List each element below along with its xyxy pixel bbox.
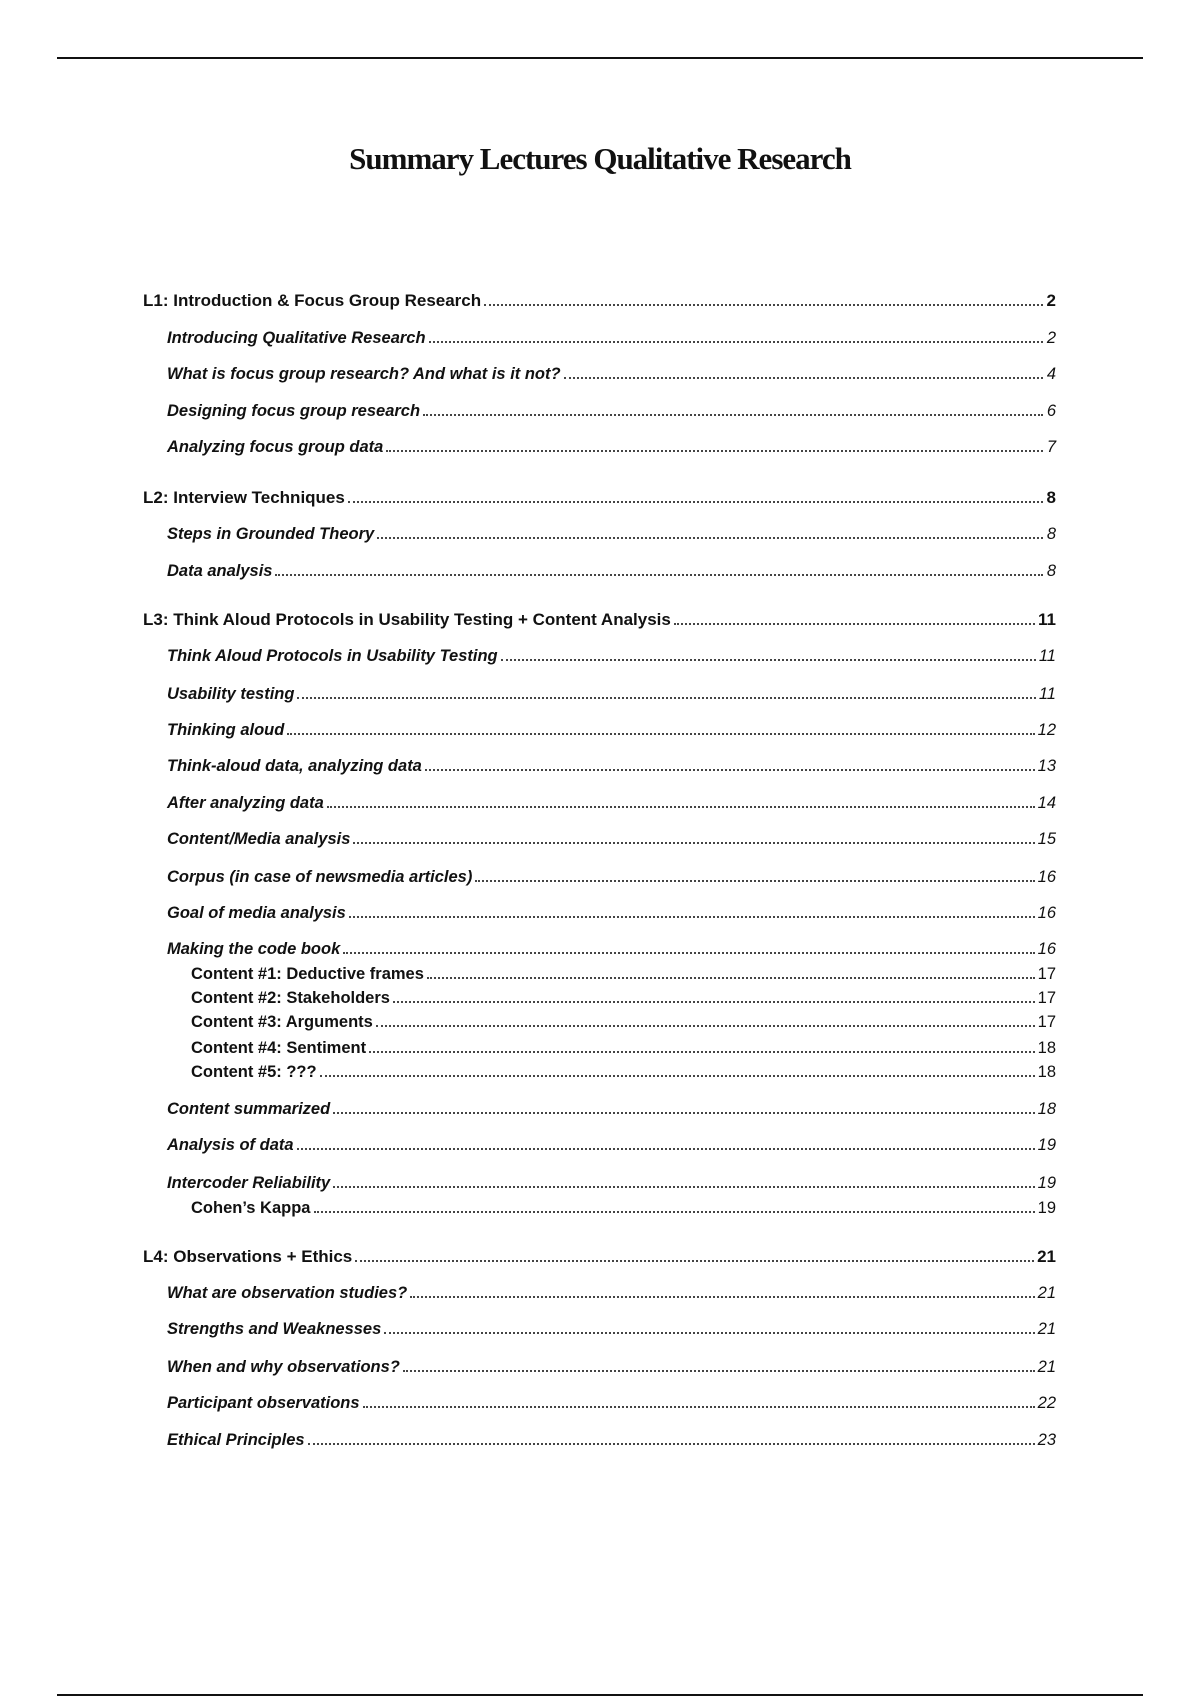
toc-entry-page: 17	[1037, 1013, 1056, 1031]
toc-entry-label: Content #4: Sentiment	[191, 1039, 367, 1057]
toc-entry-label: Data analysis	[167, 562, 273, 580]
toc-leader-dots	[386, 450, 1043, 452]
toc-leader-dots	[353, 842, 1034, 844]
toc-section-participant-observations[interactable]	[0, 1389, 1200, 1413]
toc-entry-label: Think-aloud data, analyzing data	[167, 757, 422, 775]
toc-leader-dots	[333, 1186, 1034, 1188]
toc-leader-dots	[327, 806, 1035, 808]
toc-entry-label: Content/Media analysis	[167, 830, 351, 848]
toc-subsection-cohens-kappa[interactable]	[0, 1194, 1200, 1218]
toc-leader-dots	[393, 1001, 1035, 1003]
toc-section-strengths-and-weaknesses[interactable]	[0, 1315, 1200, 1339]
toc-section-corpus[interactable]	[0, 863, 1200, 887]
toc-entry-label: Ethical Principles	[167, 1431, 305, 1449]
toc-entry-page: 2	[1046, 291, 1056, 310]
footer-rule	[57, 1694, 1143, 1696]
toc-entry-label: Usability testing	[167, 685, 295, 703]
toc-entry-page: 21	[1037, 1247, 1056, 1266]
toc-entry-label: L2: Interview Techniques	[143, 488, 345, 507]
toc-entry-label: Content summarized	[167, 1100, 331, 1118]
toc-section-what-are-observation-studies[interactable]	[0, 1279, 1200, 1303]
toc-leader-dots	[403, 1370, 1035, 1372]
toc-leader-dots	[320, 1075, 1035, 1077]
toc-entry-label: L3: Think Aloud Protocols in Usability Testing + Content Analysis	[143, 610, 671, 629]
toc-section-think-aloud-protocols[interactable]	[0, 642, 1200, 666]
toc-leader-dots	[287, 733, 1034, 735]
toc-entry-label: Introducing Qualitative Research	[167, 329, 426, 347]
toc-entry-page: 16	[1037, 904, 1056, 922]
toc-entry-label: Cohen’s Kappa	[191, 1199, 311, 1217]
toc-entry-page: 21	[1037, 1358, 1056, 1376]
toc-entry-page: 14	[1037, 794, 1056, 812]
toc-entry-label: What are observation studies?	[167, 1284, 408, 1302]
toc-leader-dots	[333, 1112, 1034, 1114]
toc-entry-label: L1: Introduction & Focus Group Research	[143, 291, 482, 310]
toc-entry-page: 21	[1037, 1284, 1056, 1302]
toc-entry-page: 8	[1046, 488, 1056, 507]
toc-section-designing-focus-group-research[interactable]	[0, 397, 1200, 421]
toc-section-thinking-aloud[interactable]	[0, 716, 1200, 740]
toc-leader-dots	[475, 880, 1034, 882]
toc-entry-label: Strengths and Weaknesses	[167, 1320, 382, 1338]
toc-section-analyzing-focus-group-data[interactable]	[0, 433, 1200, 457]
toc-entry-label: Designing focus group research	[167, 402, 421, 420]
toc-entry-page: 18	[1037, 1063, 1056, 1081]
toc-leader-dots	[425, 769, 1035, 771]
toc-leader-dots	[564, 377, 1043, 379]
toc-subsection-content-5[interactable]	[0, 1058, 1200, 1082]
document-title: Summary Lectures Qualitative Research	[349, 141, 851, 176]
toc-entry-label: L4: Observations + Ethics	[143, 1247, 353, 1266]
toc-section-usability-testing[interactable]	[0, 680, 1200, 704]
toc-chapter-l1[interactable]	[0, 287, 1200, 311]
toc-leader-dots	[297, 1148, 1035, 1150]
toc-entry-page: 23	[1037, 1431, 1056, 1449]
toc-entry-page: 18	[1037, 1039, 1056, 1057]
toc-entry-label: Content #3: Arguments	[191, 1013, 373, 1031]
toc-entry-page: 6	[1046, 402, 1056, 420]
toc-entry-page: 21	[1037, 1320, 1056, 1338]
toc-section-introducing-qualitative-research[interactable]	[0, 324, 1200, 348]
toc-entry-page: 18	[1037, 1100, 1056, 1118]
toc-entry-label: Corpus (in case of newsmedia articles)	[167, 868, 473, 886]
toc-entry-page: 19	[1037, 1199, 1056, 1217]
toc-leader-dots	[308, 1443, 1035, 1445]
toc-section-data-analysis[interactable]	[0, 557, 1200, 581]
toc-entry-label: Think Aloud Protocols in Usability Testing	[167, 647, 498, 665]
toc-section-content-media-analysis[interactable]	[0, 825, 1200, 849]
toc-entry-page: 4	[1046, 365, 1056, 383]
toc-entry-page: 12	[1037, 721, 1056, 739]
toc-entry-label: Analyzing focus group data	[167, 438, 384, 456]
toc-leader-dots	[410, 1296, 1034, 1298]
toc-chapter-l3[interactable]	[0, 606, 1200, 630]
toc-entry-page: 16	[1037, 868, 1056, 886]
toc-entry-label: Thinking aloud	[167, 721, 285, 739]
toc-entry-label: Participant observations	[167, 1394, 360, 1412]
toc-entry-page: 15	[1037, 830, 1056, 848]
toc-section-analysis-of-data[interactable]	[0, 1131, 1200, 1155]
toc-leader-dots	[369, 1051, 1035, 1053]
toc-entry-label: Goal of media analysis	[167, 904, 346, 922]
toc-entry-page: 16	[1037, 940, 1056, 958]
toc-chapter-l4[interactable]	[0, 1243, 1200, 1267]
toc-leader-dots	[297, 697, 1035, 699]
toc-leader-dots	[348, 501, 1043, 503]
toc-entry-page: 19	[1037, 1136, 1056, 1154]
toc-section-intercoder-reliability[interactable]	[0, 1169, 1200, 1193]
toc-leader-dots	[343, 952, 1034, 954]
toc-entry-label: Intercoder Reliability	[167, 1174, 331, 1192]
toc-entry-label: When and why observations?	[167, 1358, 400, 1376]
toc-leader-dots	[384, 1332, 1034, 1334]
toc-subsection-content-1[interactable]	[0, 960, 1200, 984]
toc-section-content-summarized[interactable]	[0, 1095, 1200, 1119]
toc-entry-page: 11	[1038, 685, 1056, 703]
toc-section-what-is-focus-group-research[interactable]	[0, 360, 1200, 384]
toc-subsection-content-4[interactable]	[0, 1034, 1200, 1058]
toc-leader-dots	[355, 1260, 1034, 1262]
toc-entry-label: Content #5: ???	[191, 1063, 317, 1081]
toc-entry-page: 13	[1037, 757, 1056, 775]
toc-entry-label: Analysis of data	[167, 1136, 294, 1154]
toc-subsection-content-2[interactable]	[0, 984, 1200, 1008]
toc-entry-label: After analyzing data	[167, 794, 324, 812]
toc-leader-dots	[275, 574, 1043, 576]
toc-entry-page: 17	[1037, 965, 1056, 983]
toc-leader-dots	[423, 414, 1043, 416]
toc-entry-label: Content #2: Stakeholders	[191, 989, 390, 1007]
toc-leader-dots	[363, 1406, 1035, 1408]
toc-section-making-the-code-book[interactable]	[0, 935, 1200, 959]
toc-entry-page: 8	[1046, 562, 1056, 580]
toc-entry-page: 8	[1046, 525, 1056, 543]
toc-leader-dots	[376, 1025, 1035, 1027]
toc-entry-page: 2	[1046, 329, 1056, 347]
toc-leader-dots	[501, 659, 1036, 661]
toc-entry-page: 7	[1046, 438, 1056, 456]
toc-subsection-content-3[interactable]	[0, 1008, 1200, 1032]
toc-entry-label: Steps in Grounded Theory	[167, 525, 375, 543]
toc-entry-label: Content #1: Deductive frames	[191, 965, 424, 983]
toc-entry-label: Making the code book	[167, 940, 341, 958]
toc-entry-page: 22	[1037, 1394, 1056, 1412]
toc-leader-dots	[429, 341, 1043, 343]
toc-leader-dots	[349, 916, 1035, 918]
toc-entry-page: 19	[1037, 1174, 1056, 1192]
toc-leader-dots	[674, 623, 1035, 625]
toc-leader-dots	[484, 304, 1043, 306]
toc-section-after-analyzing-data[interactable]	[0, 789, 1200, 813]
toc-section-when-and-why-observations[interactable]	[0, 1353, 1200, 1377]
toc-entry-page: 11	[1038, 647, 1056, 665]
toc-entry-label: What is focus group research? And what is it not?	[167, 365, 561, 383]
toc-leader-dots	[314, 1211, 1035, 1213]
toc-leader-dots	[427, 977, 1035, 979]
toc-entry-page: 17	[1037, 989, 1056, 1007]
toc-section-steps-in-grounded-theory[interactable]	[0, 520, 1200, 544]
toc-section-goal-of-media-analysis[interactable]	[0, 899, 1200, 923]
toc-chapter-l2[interactable]	[0, 484, 1200, 508]
toc-section-ethical-principles[interactable]	[0, 1426, 1200, 1450]
toc-leader-dots	[377, 537, 1043, 539]
toc-section-think-aloud-data[interactable]	[0, 752, 1200, 776]
toc-entry-page: 11	[1038, 610, 1056, 629]
